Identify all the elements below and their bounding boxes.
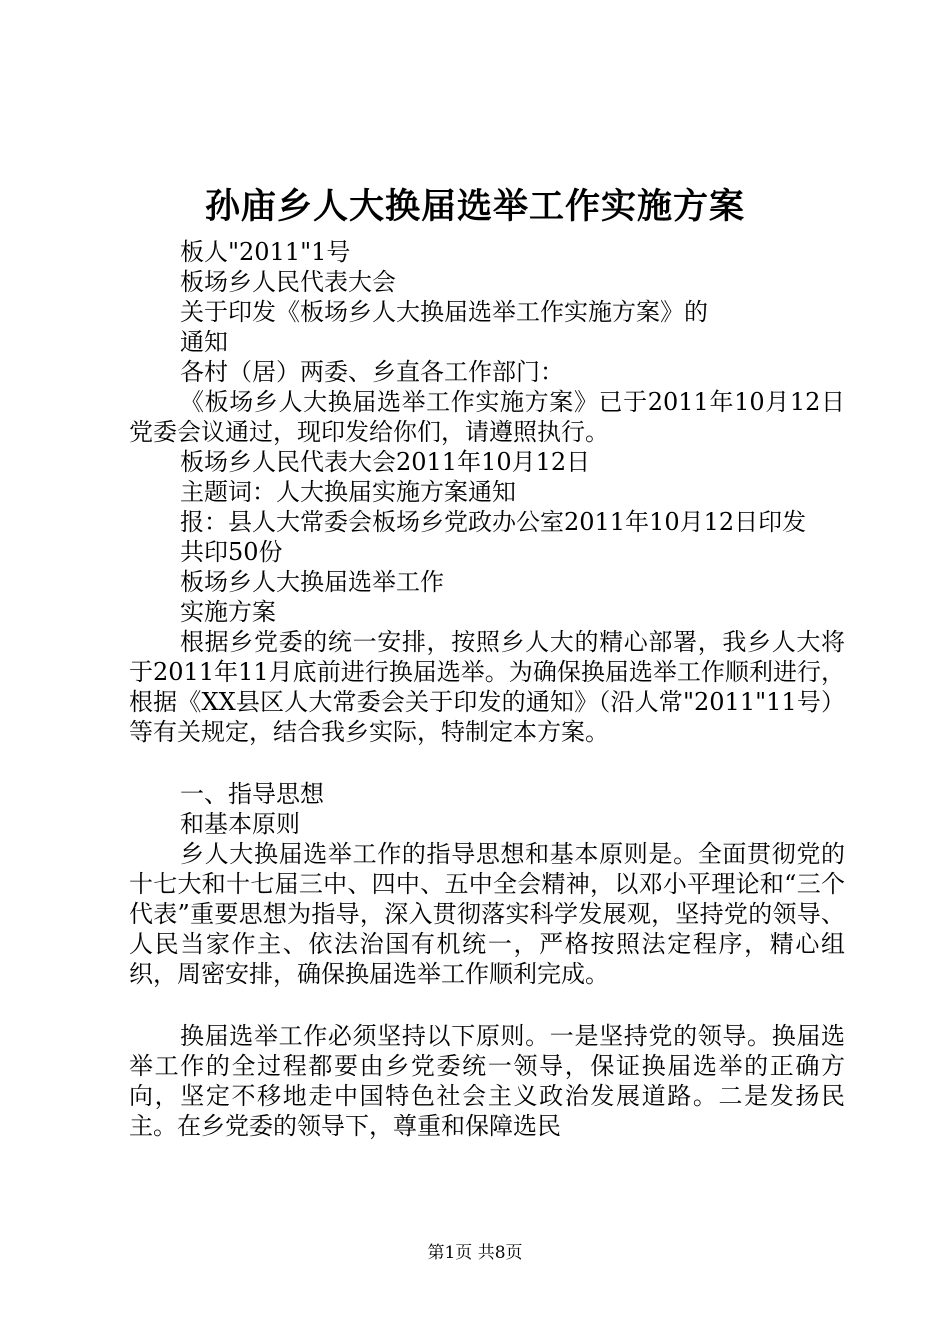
document-title: 孙庙乡人大换届选举工作实施方案: [204, 186, 745, 227]
paragraph-recipients: 各村（居）两委、乡直各工作部门：: [180, 358, 564, 386]
document-body: [129, 237, 845, 1141]
paragraph-intro: 根据乡党委的统一安排，按照乡人大的精心部署，我乡人大将于2011年11月底前进行换届选举。为确保换届选举工作顺利进行，根据《XX县区人大常委会关于印发的通知》（沿人常"2011"11号）等有关规定，结合我乡实际，特制定本方案。: [129, 628, 845, 746]
paragraph-notice-body: 《板场乡人大换届选举工作实施方案》已于2011年10月12日党委会议通过，现印发给你们，请遵照执行。: [129, 388, 845, 446]
paragraph-principles: 换届选举工作必须坚持以下原则。一是坚持党的领导。换届选举工作的全过程都要由乡党委统一领导，保证换届选举的正确方向，坚定不移地走中国特色社会主义政治发展道路。二是发扬民主。在乡党委的领导下，尊重和保障选民: [129, 1022, 845, 1140]
paragraph-copies: 共印50份: [180, 538, 283, 566]
section-heading-guiding: 一、指导思想: [180, 780, 324, 808]
paragraph-notice-heading-cont: 通知: [180, 328, 228, 356]
paragraph-plan-heading: 板场乡人大换届选举工作: [180, 568, 444, 596]
paragraph-plan-heading-cont: 实施方案: [180, 598, 276, 626]
paragraph-distribution: 报：县人大常委会板场乡党政办公室2011年10月12日印发: [180, 508, 807, 536]
paragraph-doc-number: 板人"2011"1号: [180, 238, 351, 266]
paragraph-keywords: 主题词：人大换届实施方案通知: [180, 478, 516, 506]
paragraph-guiding-thought: 乡人大换届选举工作的指导思想和基本原则是。全面贯彻党的十七大和十七届三中、四中、五中全会精神，以邓小平理论和“三个代表”重要思想为指导，深入贯彻落实科学发展观，坚持党的领导、人民当家作主、依法治国有机统一，严格按照法定程序，精心组织，周密安排，确保换届选举工作顺利完成。: [129, 840, 845, 988]
paragraph-notice-heading: 关于印发《板场乡人大换届选举工作实施方案》的: [180, 298, 708, 326]
page-footer: 第1页 共8页: [427, 1243, 523, 1263]
paragraph-signature-date: 板场乡人民代表大会2011年10月12日: [180, 448, 591, 476]
section-heading-principles: 和基本原则: [180, 810, 300, 838]
paragraph-issuer: 板场乡人民代表大会: [180, 268, 396, 296]
